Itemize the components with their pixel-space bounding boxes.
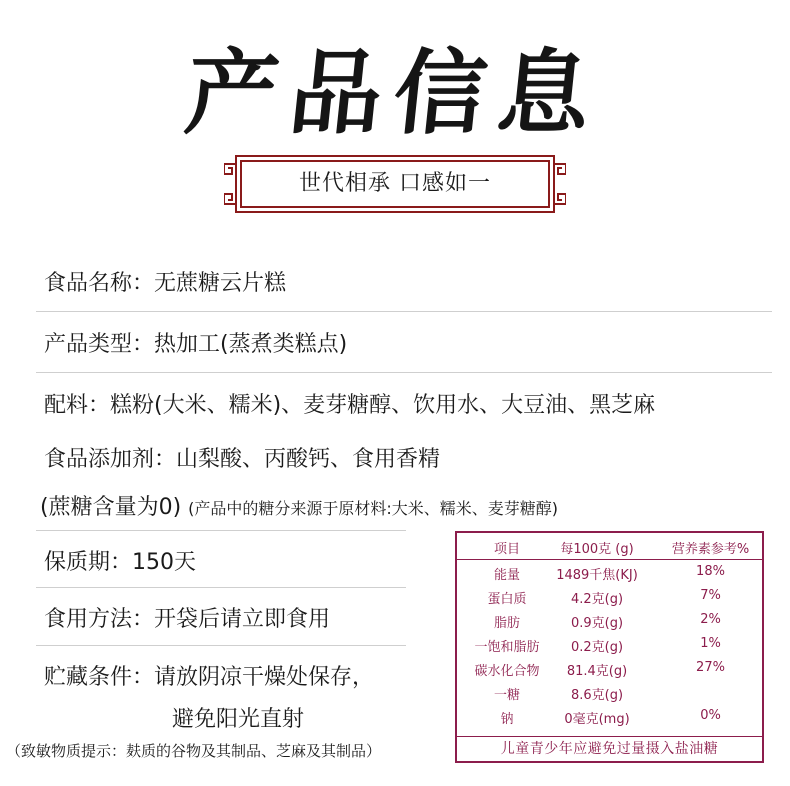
nutrition-header-per100g: 每100克 (g) — [560, 542, 634, 557]
nutrition-row-amount: 81.4克(g) — [566, 664, 628, 679]
nutrition-header — [457, 533, 762, 560]
sugar-note-main: (蔗糖含量为0) — [40, 495, 182, 520]
page-title: 产品信息 — [180, 39, 608, 147]
storage-row — [44, 660, 374, 691]
product-name-value: 无蔗糖云片糕 — [154, 271, 287, 296]
divider — [36, 645, 406, 646]
nutrition-row-name: 一饱和脂肪 — [474, 640, 540, 655]
nutrition-row-amount: 0.2克(g) — [570, 640, 624, 655]
divider — [36, 311, 772, 312]
usage-row — [44, 602, 330, 633]
nutrition-row-nrv: 18% — [696, 564, 725, 579]
nutrition-footer: 儿童青少年应避免过量摄入盐油糖 — [457, 736, 762, 761]
nutrition-row-name: 碳水化合物 — [474, 664, 540, 679]
storage-row-2 — [172, 702, 304, 733]
nutrition-row-name: 一糖 — [493, 688, 520, 703]
shelf-life-label: 保质期： — [44, 550, 133, 575]
allergen-note: （致敏物质提示：麸质的谷物及其制品、芝麻及其制品） — [6, 742, 382, 760]
divider — [36, 587, 406, 588]
storage-value-2: 避免阳光直射 — [172, 707, 305, 732]
additives-label: 食品添加剂： — [44, 447, 177, 472]
nutrition-row-amount: 0毫克(mg) — [564, 712, 630, 727]
nutrition-header-nrv: 营养素参考% — [671, 542, 750, 557]
product-name-label: 食品名称： — [44, 271, 155, 296]
product-type-label: 产品类型： — [44, 332, 155, 357]
nutrition-row-name: 蛋白质 — [487, 592, 527, 607]
slogan-text: 世代相承 口感如一 — [299, 171, 491, 196]
storage-label: 贮藏条件： — [44, 665, 155, 690]
nutrition-row-nrv: 0% — [700, 708, 721, 723]
additives-row — [44, 442, 440, 473]
nutrition-header-item: 项目 — [493, 542, 520, 557]
divider — [36, 372, 772, 373]
nutrition-row-nrv: 7% — [700, 588, 721, 603]
nutrition-row-amount: 4.2克(g) — [570, 592, 624, 607]
nutrition-row-name: 脂肪 — [493, 616, 520, 631]
nutrition-row-amount: 8.6克(g) — [570, 688, 624, 703]
shelf-life-value: 150天 — [132, 550, 197, 575]
nutrition-row-nrv: 2% — [700, 612, 721, 627]
product-name-row — [44, 266, 286, 297]
nutrition-row-name: 钠 — [500, 712, 514, 727]
sugar-note-row — [40, 490, 558, 521]
nutrition-row-nrv: 1% — [700, 636, 721, 651]
additives-value: 山梨酸、丙酸钙、食用香精 — [176, 447, 441, 472]
nutrition-table — [455, 531, 764, 763]
nutrition-row-nrv: 27% — [696, 660, 725, 675]
slogan-banner — [224, 152, 566, 216]
nutrition-row-name: 能量 — [493, 568, 520, 583]
nutrition-row-amount: 1489千焦(KJ) — [556, 568, 638, 583]
sugar-note-sub: (产品中的糖分来源于原材料:大米、糯米、麦芽糖醇) — [188, 499, 559, 518]
usage-value: 开袋后请立即食用 — [154, 607, 331, 632]
storage-value: 请放阴凉干燥处保存， — [154, 665, 375, 690]
nutrition-row-amount: 0.9克(g) — [570, 616, 624, 631]
ingredients-label: 配料： — [44, 393, 111, 418]
ingredients-value: 糕粉(大米、糯米)、麦芽糖醇、饮用水、大豆油、黑芝麻 — [110, 393, 656, 418]
usage-label: 食用方法： — [44, 607, 155, 632]
product-type-value: 热加工(蒸煮类糕点) — [154, 332, 348, 357]
product-type-row — [44, 327, 347, 358]
ingredients-row — [44, 388, 655, 419]
shelf-life-row — [44, 545, 196, 576]
divider — [36, 530, 406, 531]
